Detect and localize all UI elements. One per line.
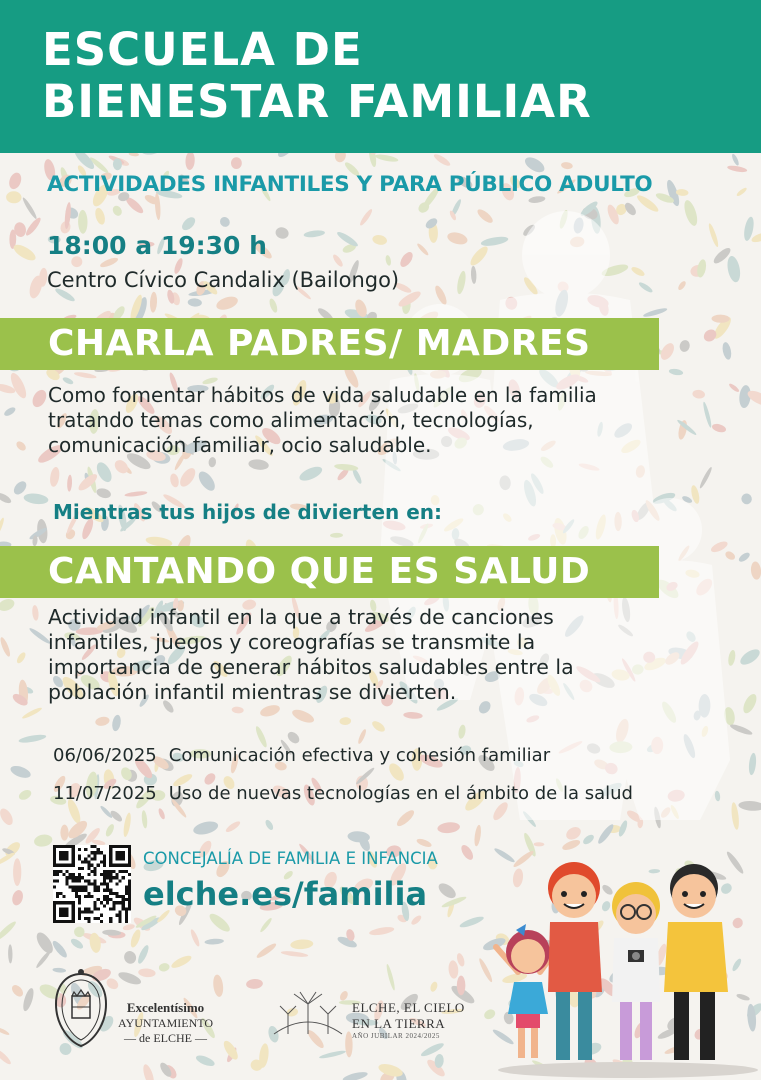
schedule-date: 11/07/2025 <box>53 783 157 804</box>
ayuntamiento-logo-text <box>118 1000 213 1046</box>
schedule-item <box>53 745 550 766</box>
qr-code-icon[interactable] <box>53 845 131 923</box>
activities-subtitle: ACTIVIDADES INFANTILES Y PARA PÚBLICO ADULTO <box>47 172 653 197</box>
department-name: CONCEJALÍA DE FAMILIA E INFANCIA <box>143 849 438 868</box>
ayto-line-text: de ELCHE <box>139 1031 193 1045</box>
event-time: 18:00 a 19:30 h <box>47 231 267 260</box>
kids-desc-line: población infantil mientras se divierten. <box>48 680 457 704</box>
ayto-line: AYUNTAMIENTO <box>118 1016 214 1030</box>
elche-cielo-logo-text <box>352 1000 465 1040</box>
talk-heading-band <box>0 318 659 370</box>
talk-desc-line: tratando temas como alimentación, tecnologías, <box>48 408 534 432</box>
ayto-line: — de ELCHE — <box>124 1031 208 1045</box>
schedule-topic: Comunicación efectiva y cohesión familiar <box>168 745 551 766</box>
palm-tree-icon <box>268 990 348 1036</box>
cielo-line: EN LA TIERRA <box>352 1016 446 1031</box>
ayto-line: Excelentísimo <box>126 1000 205 1015</box>
title-line-1: ESCUELA DE <box>42 23 363 76</box>
cielo-line: AÑO JUBILAR 2024/2025 <box>352 1032 440 1040</box>
family-illustration-icon <box>478 852 761 1080</box>
page-title <box>42 24 592 128</box>
schedule-topic: Uso de nuevas tecnologías en el ámbito de la salud <box>168 783 633 804</box>
elche-crest-icon <box>50 968 112 1050</box>
talk-desc-line: comunicación familiar, ocio saludable. <box>48 433 432 457</box>
kids-heading-band <box>0 546 659 598</box>
schedule-item <box>53 783 633 804</box>
while-kids-text: Mientras tus hijos de divierten en: <box>53 500 443 524</box>
talk-desc-line: Como fomentar hábitos de vida saludable en la familia <box>48 383 597 407</box>
kids-desc-line: infantiles, juegos y coreografías se transmite la <box>48 630 536 654</box>
title-line-2: BIENESTAR FAMILIAR <box>42 75 592 128</box>
kids-heading: CANTANDO QUE ES SALUD <box>48 551 591 592</box>
kids-desc-line: Actividad infantil en la que a través de canciones <box>48 605 554 629</box>
website-link[interactable]: elche.es/familia <box>143 875 428 913</box>
schedule-date: 06/06/2025 <box>53 745 157 766</box>
header-banner <box>0 0 761 153</box>
kids-description <box>48 605 574 705</box>
talk-heading: CHARLA PADRES/ MADRES <box>48 323 591 364</box>
kids-desc-line: importancia de generar hábitos saludables entre la <box>48 655 574 679</box>
cielo-line: ELCHE, EL CIELO <box>352 1000 465 1015</box>
talk-description <box>48 383 597 458</box>
event-place: Centro Cívico Candalix (Bailongo) <box>47 268 400 292</box>
